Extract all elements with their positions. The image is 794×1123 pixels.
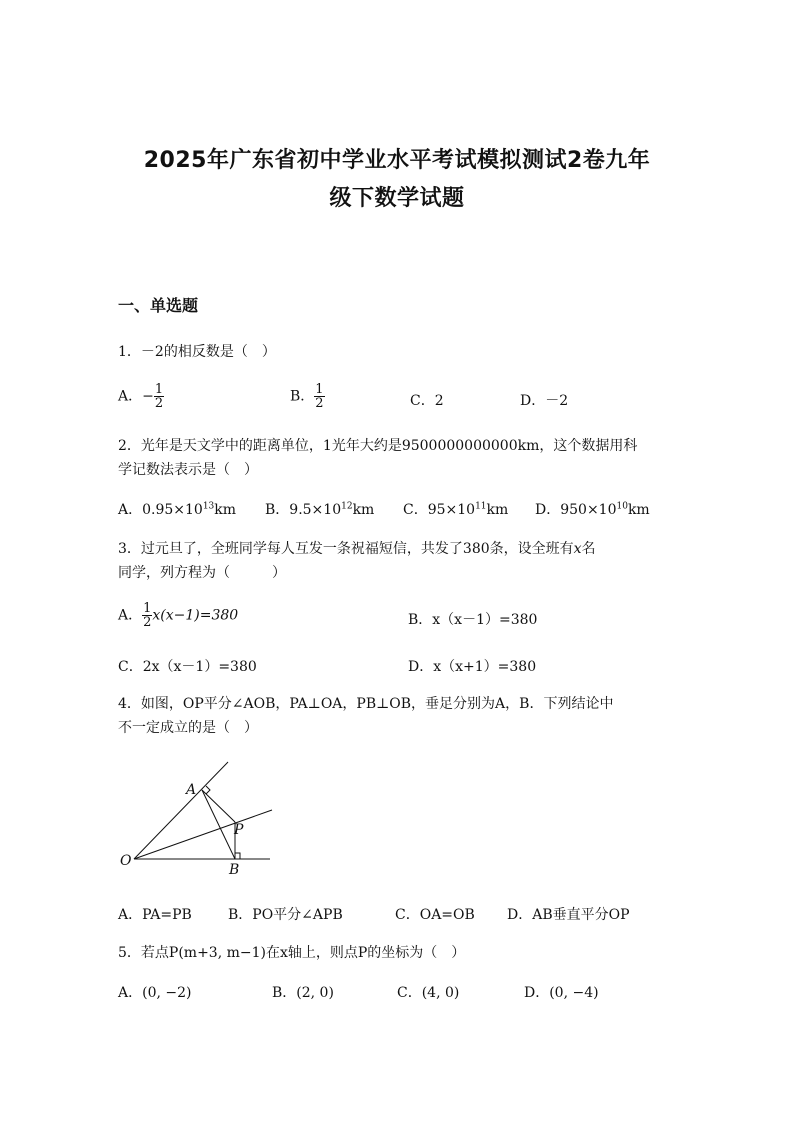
fraction: $\frac{1}{2}$ [315, 382, 324, 411]
label-o: O [120, 853, 132, 869]
page-title [100, 142, 694, 218]
label-a: A [186, 782, 197, 798]
ray-oa [134, 762, 228, 859]
segment-pa [202, 790, 235, 822]
right-angle-mark-b [235, 853, 240, 859]
question-3-option-b: B．x（x－1）=380 [408, 612, 538, 628]
fraction: $\frac{1}{2}$ [154, 382, 164, 411]
question-4-option-b: B．PO平分∠APB [228, 907, 343, 923]
question-4-option-c: C．OA=OB [395, 907, 475, 923]
geometry-diagram [112, 752, 292, 882]
question-5-stem: 5．若点P(m+3, m−1)在x轴上，则点P的坐标为（ ） [118, 945, 466, 961]
section-heading: 一、单选题 [118, 296, 199, 315]
fraction: $\frac{1}{2}$ [143, 601, 152, 630]
label-p: P [234, 822, 244, 838]
question-5-option-c: C．(4, 0) [397, 985, 460, 1001]
angle-bisector-figure [112, 752, 292, 886]
question-3-stem: 3．过元旦了，全班同学每人互发一条祝福短信，共发了380条，设全班有x名 同学，列方程为（ ） [118, 541, 596, 581]
title-line-1: 2025年广东省初中学业水平考试模拟测试2卷九年 [143, 148, 651, 173]
question-4-option-a: A．PA=PB [118, 907, 192, 923]
question-2-stem: 2．光年是天文学中的距离单位，1光年大约是9500000000000km，这个数据用科 学记数法表示是（ ） [118, 438, 638, 478]
question-4-option-d: D．AB垂直平分OP [507, 907, 630, 923]
question-5-option-a: A．(0, −2) [118, 985, 192, 1001]
question-5-option-d: D．(0, −4) [524, 985, 599, 1001]
question-2-option-b: B．$9.5\times 10^{12}km$ [265, 501, 375, 518]
question-1-option-b: B． $\frac{1}{2}$ [290, 382, 324, 411]
question-1-option-a: A．− $\frac{1}{2}$ [118, 382, 164, 411]
right-angle-mark-a [206, 786, 210, 794]
question-1-stem: 1．－2的相反数是（ ） [118, 344, 276, 360]
label-b: B [229, 862, 240, 878]
question-2-option-a: A．$0.95\times 10^{13}km$ [118, 501, 237, 518]
question-2-option-c: C．$95\times 10^{11}km$ [403, 501, 509, 518]
question-1-option-d: D．－2 [520, 393, 569, 409]
ray-op [134, 810, 272, 859]
question-3-option-c: C．2x（x－1）=380 [118, 659, 257, 675]
question-4-stem: 4．如图，OP平分∠AOB，PA⊥OA，PB⊥OB，垂足分别为A，B．下列结论中 不一定成立的是（ ） [118, 696, 614, 736]
question-5-option-b: B．(2, 0) [272, 985, 334, 1001]
title-line-2: 级下数学试题 [329, 186, 465, 211]
question-1-option-c: C．2 [410, 393, 444, 409]
question-3-option-a: A． $\frac{1}{2}$ x(x−1)=380 [118, 601, 239, 630]
question-3-option-d: D．x（x+1）=380 [408, 659, 537, 675]
question-2-option-d: D．$950\times 10^{10}km$ [535, 501, 650, 518]
